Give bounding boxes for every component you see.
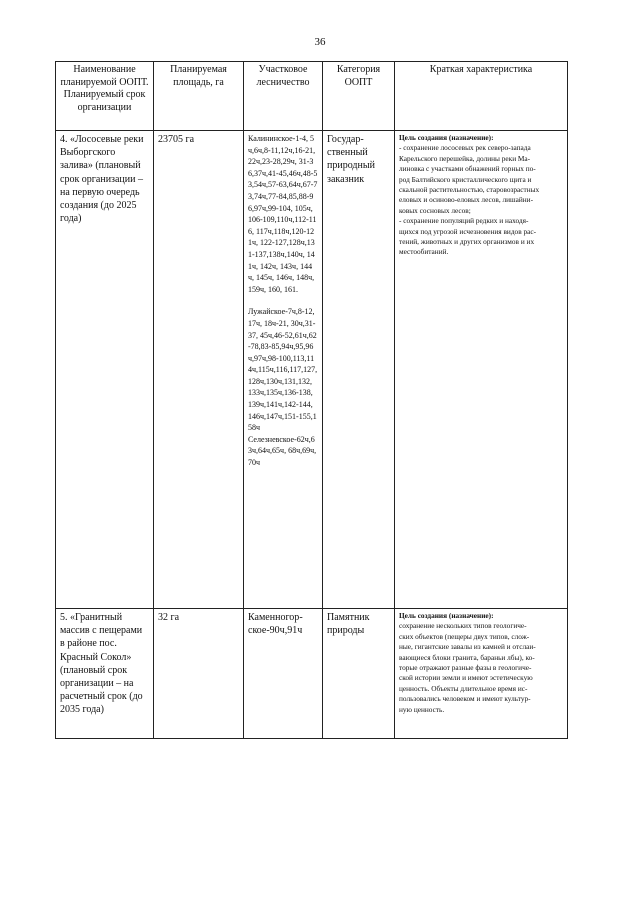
description-line: ные, гигантские завалы из камней и отслаи- xyxy=(399,642,536,652)
description-line: - сохранение лососевых рек северо-запада xyxy=(399,143,531,153)
oopt-table xyxy=(55,61,568,739)
oopt-area: 32 га xyxy=(154,609,244,739)
oopt-category: Памятник природы xyxy=(323,609,395,739)
description-line: тений, животных и других организмов и их xyxy=(399,237,535,247)
forestry-seleznevskoe: Селезневское-62ч,63ч,64ч,65ч, 68ч,69ч,70ч xyxy=(248,434,317,468)
forestry-kalininskoe: Калининское-1-4, 5ч,6ч,8-11,12ч,16-21,22ч,23-28,29ч, 31-36,37ч,41-45,46ч,48-53,54ч,57-63,64ч,67-73,74ч,77-84,85,88-96,97ч,99-104, 105ч, 106-109,110ч,112-116, 117ч,118ч,120-121ч, 122-127,128ч,131-137,138ч,140ч, 141ч, 142ч, 143ч, 144ч, 145ч, 146ч, 148ч, 159ч, 160, 161. xyxy=(248,134,318,294)
description-line: скальной растительностью, старовозрастных xyxy=(399,185,540,195)
description-line: сохранение нескольких типов геологиче- xyxy=(399,621,527,631)
header-area: Планируемая площадь, га xyxy=(154,62,244,131)
description-line: пользовались человеком и имеют культур- xyxy=(399,694,531,704)
table-header-row xyxy=(56,62,568,131)
oopt-category: Государственный природный заказник xyxy=(323,131,395,609)
table-row xyxy=(56,609,568,739)
header-forestry: Участковое лесничество xyxy=(244,62,323,131)
description-line: ковых сосновых лесов; xyxy=(399,205,471,215)
header-description: Краткая характеристика xyxy=(395,62,568,131)
description-line: щихся под угрозой исчезновения видов рас- xyxy=(399,226,537,236)
description-line: вающиеся блоки гранита, бараньи лбы), ко- xyxy=(399,652,535,662)
table-row xyxy=(56,131,568,609)
description-title: Цель создания (назначение): xyxy=(399,611,494,620)
oopt-description xyxy=(395,609,568,739)
description-line: ских объектов (пещеры двух типов, слож- xyxy=(399,631,530,641)
page-number: 36 xyxy=(314,36,326,48)
description-line: Карельского перешейка, долины реки Ма- xyxy=(399,153,531,163)
oopt-area: 23705 га xyxy=(154,131,244,609)
description-line: - сохранение популяций редких и находя- xyxy=(399,216,529,226)
oopt-forestry: Каменногорское-90ч,91ч xyxy=(244,609,323,739)
description-line: торые отражают разные фазы в геологиче- xyxy=(399,663,532,673)
description-line: линовка с участками обнажений горных по- xyxy=(399,164,536,174)
description-line: род Балтийского кристаллического щита и xyxy=(399,174,532,184)
header-category: Категория ООПТ xyxy=(323,62,395,131)
description-line: ценность. Объекты длительное время ис- xyxy=(399,683,528,693)
description-line: ской истории земли и имеют эстетическую xyxy=(399,673,533,683)
header-name: Наименование планируемой ООПТ. Планируемый срок организации xyxy=(56,62,154,131)
oopt-name: 5. «Гранитный массив с пещерами в районе пос. Красный Сокол» (плановый срок организации – на расчетный срок (до 2035 года) xyxy=(56,609,154,739)
oopt-forestry xyxy=(244,131,323,609)
oopt-description xyxy=(395,131,568,609)
description-line: ную ценность. xyxy=(399,704,445,714)
description-line: местообитаний. xyxy=(399,247,449,257)
oopt-name: 4. «Лососевые реки Выборгского залива» (плановый срок организации – на первую очередь создания (до 2025 года) xyxy=(56,131,154,609)
description-title: Цель создания (назначение): xyxy=(399,133,494,142)
description-line: еловых и осиново-еловых лесов, лишайни- xyxy=(399,195,534,205)
forestry-luzhayskoe: Лужайское-7ч,8-12,17ч, 18ч-21, 30ч,31-37, 45ч,46-52,61ч,62-78,83-85,94ч,95,96ч,97ч,98-100,113,114ч,115ч,116,117,127,128ч,130ч,131,132, 133ч,135ч,136-138, 139ч,141ч,142-144, 146ч,147ч,151-155,158ч xyxy=(248,307,318,433)
